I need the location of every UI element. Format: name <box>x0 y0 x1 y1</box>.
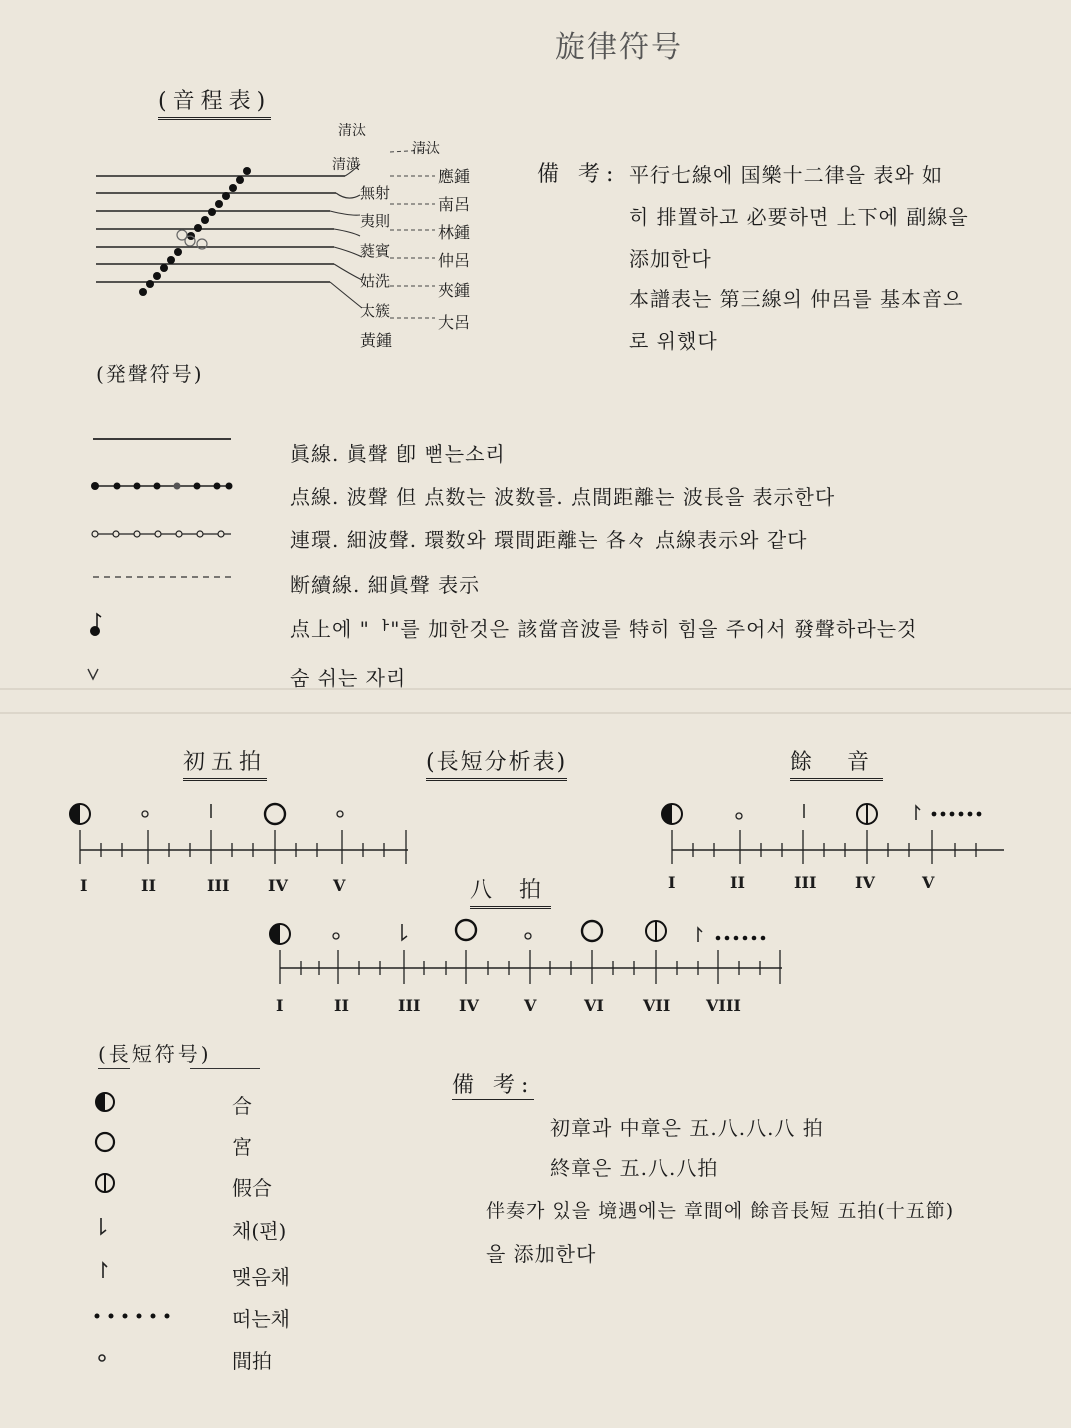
title-underline <box>98 1068 130 1069</box>
remark-top-line: 平行七線에 国樂十二律을 表와 如 <box>629 163 944 187</box>
paper-fold <box>0 712 1071 714</box>
length-symbol-label: 맺음채 <box>232 1265 290 1289</box>
roman-numeral: V <box>333 876 346 895</box>
small-circle-icon <box>525 933 531 939</box>
open-circle-icon <box>456 920 476 940</box>
pitch-name: 清汰 <box>412 141 440 157</box>
roman-numeral: IV <box>855 873 875 892</box>
pitch-name: 太簇 <box>360 302 391 320</box>
half-filled-circle-icon <box>96 1093 114 1111</box>
eight-beat-ruler <box>266 916 796 986</box>
roman-numeral: IV <box>459 996 479 1015</box>
pitch-name: 蕤賓 <box>360 242 391 260</box>
half-filled-circle-icon <box>270 924 290 944</box>
roman-numeral: VII <box>643 996 671 1015</box>
eight-beat-title: 八 拍 <box>470 873 551 909</box>
remainder-title: 餘 音 <box>790 745 883 781</box>
circle-with-bar-icon <box>857 804 877 824</box>
length-symbol-label: 間拍 <box>232 1349 272 1373</box>
remark-top-line: 로 위했다 <box>629 329 718 353</box>
length-symbol-label: 떠는채 <box>232 1307 290 1331</box>
vocal-symbol-desc: 点線. 波聲 但 点数는 波数를. 点間距離는 波長을 表示한다 <box>290 485 836 509</box>
vocal-symbol-desc: 連環. 細波聲. 環数와 環間距離는 各々 点線表示와 같다 <box>290 528 808 552</box>
pitch-name: 林鍾 <box>438 223 471 242</box>
diagonal-dots <box>139 167 251 296</box>
length-symbol-glyphs <box>88 1088 188 1378</box>
dotted-line-glyph <box>91 482 233 490</box>
small-circle-icon <box>99 1355 105 1361</box>
dotted-row-icon <box>95 1314 170 1319</box>
pitch-name: 清汰 <box>338 123 366 139</box>
roman-numeral: I <box>668 873 676 892</box>
roman-numeral: V <box>524 996 537 1015</box>
remark-bottom-line: 終章은 五.八.八拍 <box>550 1156 719 1180</box>
remark-top-line: 히 排置하고 必要하면 上下에 副線을 <box>629 205 969 229</box>
flag-down-icon <box>402 924 407 940</box>
vocal-symbols-title: (発聲符号) <box>96 362 204 386</box>
roman-numeral: III <box>207 876 230 895</box>
pitch-table-title: (音程表) <box>158 84 271 120</box>
small-circle-icon <box>333 933 339 939</box>
pitch-name: 黃鍾 <box>360 331 393 350</box>
pitch-name: 無射 <box>360 184 391 202</box>
roman-numeral: I <box>276 996 284 1015</box>
roman-numeral: III <box>398 996 421 1015</box>
small-circle-icon <box>337 811 343 817</box>
roman-numeral: II <box>730 873 745 892</box>
pitch-name: 應鍾 <box>438 167 471 186</box>
remark-bottom-label: 備 考: <box>452 1068 534 1100</box>
vocal-symbol-desc: 眞線. 眞聲 卽 뻗는소리 <box>290 442 506 466</box>
pitch-name: 南呂 <box>438 195 471 214</box>
rhythm-table-title: (長短分析表) <box>426 745 567 781</box>
flag-up-icon <box>916 806 920 820</box>
roman-numeral: VI <box>584 996 604 1015</box>
length-symbols-title: (長短符号) <box>98 1042 212 1066</box>
accent-dot-glyph <box>90 614 101 636</box>
first-five-title: 初五拍 <box>183 745 267 781</box>
pitch-name: 姑洗 <box>360 272 391 290</box>
flag-up-icon <box>698 928 702 942</box>
remark-bottom-line: 을 添加한다 <box>486 1242 597 1266</box>
remainder-ruler <box>656 800 1016 870</box>
length-symbol-label: 合 <box>232 1094 252 1118</box>
vocal-symbol-desc: 断續線. 細眞聲 表示 <box>290 573 481 597</box>
vocal-symbol-glyphs <box>85 425 255 690</box>
small-circle-icon <box>736 813 742 819</box>
breath-mark-glyph <box>88 669 98 679</box>
roman-numeral: II <box>141 876 156 895</box>
roman-numeral: V <box>922 873 935 892</box>
page-title: 旋律符号 <box>555 30 683 65</box>
first-five-ruler <box>64 800 424 870</box>
remark-top-line: 本譜表는 第三線의 仲呂를 基本音으 <box>629 287 964 311</box>
length-symbol-label: 채(편) <box>232 1219 287 1243</box>
dotted-row-icon <box>716 936 766 941</box>
ring-line-glyph <box>92 531 231 537</box>
pitch-name: 大呂 <box>438 313 471 332</box>
small-circle-icon <box>142 811 148 817</box>
half-filled-circle-icon <box>70 804 90 824</box>
remark-top-label: 備 考: <box>537 162 620 187</box>
dotted-row-icon <box>932 812 982 817</box>
flag-up-icon <box>103 1263 107 1278</box>
pitch-name: 夷則 <box>360 212 391 230</box>
open-circle-icon <box>96 1133 114 1151</box>
pitch-name: 夾鍾 <box>438 281 471 300</box>
title-underline <box>190 1068 260 1069</box>
roman-numeral: II <box>334 996 349 1015</box>
roman-numeral: VIII <box>706 996 741 1015</box>
roman-numeral: IV <box>268 876 288 895</box>
remark-bottom-line: 初章과 中章은 五.八.八.八 拍 <box>550 1116 824 1140</box>
circle-with-bar-icon <box>96 1174 114 1192</box>
circle-with-bar-icon <box>646 921 666 941</box>
remark-bottom-line: 伴奏가 있을 境遇에는 章間에 餘音長短 五拍(十五節) <box>486 1200 955 1222</box>
length-symbol-label: 假合 <box>232 1176 272 1200</box>
vocal-symbol-desc: 点上에 "ᅡ"를 加한것은 該當音波를 特히 힘을 주어서 發聲하라는것 <box>290 617 918 641</box>
length-symbol-label: 宮 <box>232 1135 252 1159</box>
half-filled-circle-icon <box>662 804 682 824</box>
flag-down-icon <box>101 1218 106 1234</box>
open-circle-icon <box>265 804 285 824</box>
vocal-symbol-desc: 숨 쉬는 자리 <box>290 666 407 690</box>
open-circle-icon <box>582 921 602 941</box>
pitch-name: 清潢 <box>332 157 360 173</box>
remark-top-line: 添加한다 <box>629 247 712 271</box>
pitch-name: 仲呂 <box>438 251 471 270</box>
roman-numeral: III <box>794 873 817 892</box>
roman-numeral: I <box>80 876 88 895</box>
